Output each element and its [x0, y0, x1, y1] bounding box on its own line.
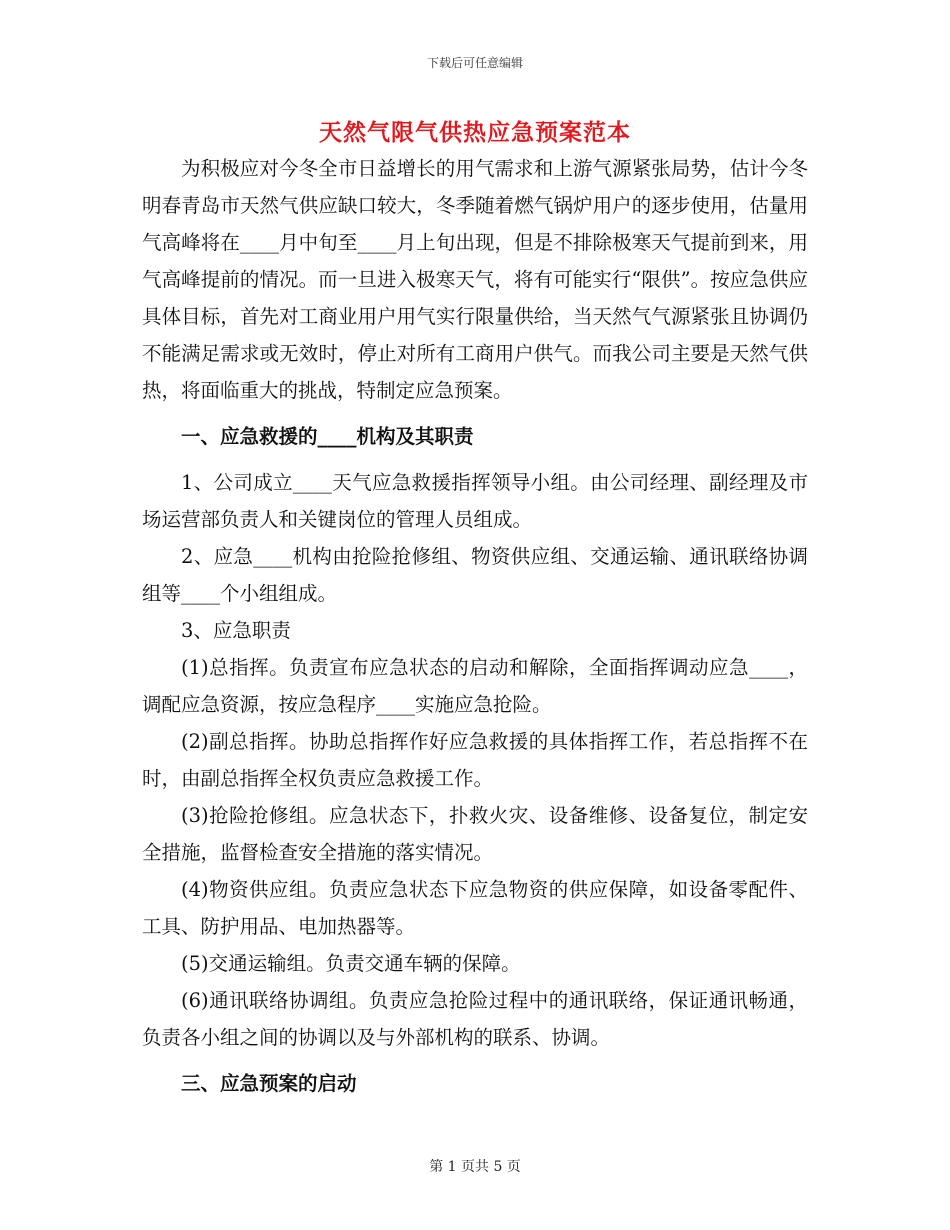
page-number-footer: 第 1 页共 5 页: [429, 1159, 521, 1175]
section-heading-activation: 三、应急预案的启动: [181, 1072, 357, 1095]
document-body: [142, 150, 808, 1102]
duty-1-paragraph: (1)总指挥。负责宣布应急状态的启动和解除，全面指挥调动应急____，调配应急资源，按应急程序____实施应急抢险。: [142, 656, 808, 716]
header-note: 下载后可任意编辑: [426, 56, 523, 70]
duty-6-paragraph: (6)通讯联络协调组。负责应急抢险过程中的通讯联络，保证通讯畅通，负责各小组之间的协调以及与外部机构的联系、协调。: [142, 989, 808, 1049]
intro-paragraph: 为积极应对今冬全市日益增长的用气需求和上游气源紧张局势，估计今冬明春青岛市天然气供应缺口较大，冬季随着燃气锅炉用户的逐步使用，估量用气高峰将在____月中旬至____月上旬出现，但是不排除极寒天气提前到来，用气高峰提前的情况。而一旦进入极寒天气，将有可能实行“限供”。按应急供应具体目标，首先对工商业用户用气实行限量供给，当天然气气源紧张且协调仍不能满足需求或无效时，停止对所有工商用户供气。而我公司主要是天然气供热，将面临重大的挑战，特制定应急预案。: [142, 157, 808, 402]
document-title: 天然气限气供热应急预案范本: [319, 119, 631, 146]
item-3-paragraph: 3、应急职责: [181, 619, 291, 642]
duty-5-paragraph: (5)交通运输组。负责交通车辆的保障。: [181, 952, 521, 975]
section-heading-organization: 一、应急救援的____机构及其职责: [181, 425, 474, 448]
item-2-paragraph: 2、应急____机构由抢险抢修组、物资供应组、交通运输、通讯联络协调组等____个小组组成。: [142, 545, 808, 605]
item-1-paragraph: 1、公司成立____天气应急救援指挥领导小组。由公司经理、副经理及市场运营部负责人和关键岗位的管理人员组成。: [142, 471, 808, 531]
duty-4-paragraph: (4)物资供应组。负责应急状态下应急物资的供应保障，如设备零配件、工具、防护用品、电加热器等。: [142, 878, 808, 938]
duty-2-paragraph: (2)副总指挥。协助总指挥作好应急救援的具体指挥工作，若总指挥不在时，由副总指挥全权负责应急救援工作。: [142, 730, 808, 790]
duty-3-paragraph: (3)抢险抢修组。应急状态下，扑救火灾、设备维修、设备复位，制定安全措施，监督检查安全措施的落实情况。: [142, 804, 808, 864]
